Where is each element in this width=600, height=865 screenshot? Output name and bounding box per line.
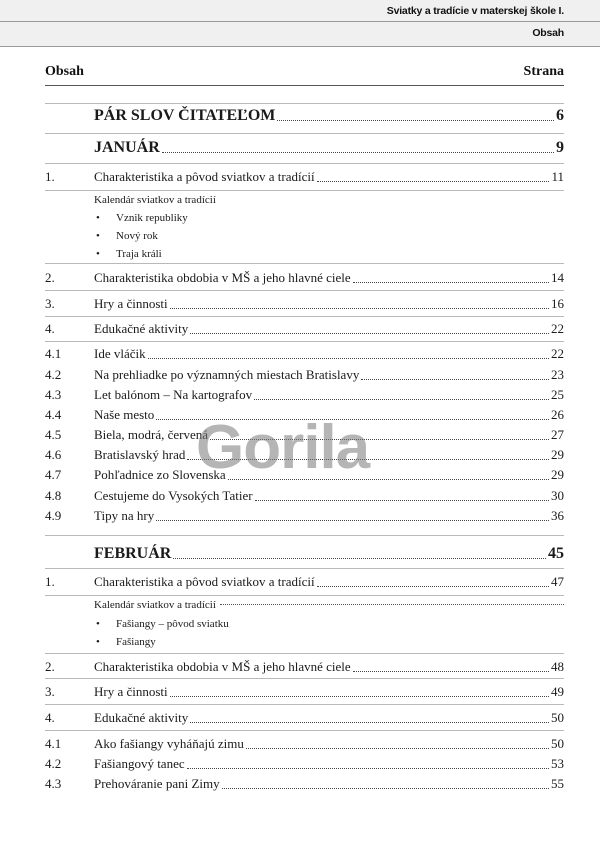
bullet-item: • Traja králi [96, 248, 162, 260]
entry-title: Pohľadnice zo Slovenska [94, 467, 226, 482]
toc-entry[interactable] [45, 367, 564, 383]
entry-page: 30 [551, 488, 564, 503]
toc-entry[interactable] [45, 407, 564, 423]
toc-entry[interactable] [45, 508, 564, 524]
entry-title: JANUÁR [94, 139, 160, 156]
entry-page: 47 [551, 574, 564, 589]
entry-title: Edukačné aktivity [94, 321, 189, 336]
entry-page: 36 [551, 508, 564, 523]
entry-number: 2. [45, 659, 55, 674]
entry-number: 4.2 [45, 367, 62, 382]
entry-title: Ako fašiangy vyháňajú zimu [94, 736, 244, 751]
section-divider [45, 704, 564, 705]
entry-number: 4.3 [45, 387, 62, 402]
entry-title: Biela, modrá, červená [94, 427, 209, 442]
toc-entry[interactable] [45, 776, 564, 792]
entry-number: 3. [45, 296, 55, 311]
section-divider [45, 678, 564, 679]
entry-page: 49 [551, 684, 564, 699]
book-title: Sviatky a tradície v materskej škole I. [386, 5, 564, 17]
toc-entry[interactable] [45, 387, 564, 403]
toc-entry[interactable] [45, 321, 564, 337]
entry-title: Tipy na hry [94, 508, 155, 523]
toc-entry[interactable] [45, 756, 564, 772]
entry-page: 50 [551, 710, 564, 725]
entry-title: Prehováranie pani Zimy [94, 776, 220, 791]
section-divider [45, 568, 564, 569]
entry-title: PÁR SLOV ČITATEĽOM [94, 107, 276, 124]
toc-entry[interactable] [45, 546, 564, 562]
toc-entry[interactable] [45, 659, 564, 675]
entry-title: Ide vláčik [94, 346, 146, 361]
toc-entry[interactable] [45, 296, 564, 312]
toc-entry[interactable] [45, 140, 564, 156]
entry-number: 4. [45, 321, 55, 336]
entry-page: 22 [551, 321, 564, 336]
entry-title: Naše mesto [94, 407, 155, 422]
entry-title: Bratislavský hrad [94, 447, 186, 462]
toc-entry[interactable] [45, 710, 564, 726]
toc-heading-rule [45, 85, 564, 86]
entry-number: 4.4 [45, 407, 62, 422]
entry-title: Charakteristika a pôvod sviatkov a tradícií [94, 574, 315, 589]
section-divider [45, 653, 564, 654]
toc-entry[interactable] [45, 427, 564, 443]
entry-number: 4.6 [45, 447, 62, 462]
bullet-item: • Vznik republiky [96, 212, 188, 224]
entry-number: 4.2 [45, 756, 62, 771]
section-divider [45, 595, 564, 596]
section-divider [45, 316, 564, 317]
entry-page: 55 [551, 776, 564, 791]
section-divider [45, 103, 564, 104]
entry-page: 23 [551, 367, 564, 382]
toc-entry[interactable] [45, 574, 564, 590]
toc-entry[interactable] [45, 736, 564, 752]
entry-page: 26 [551, 407, 564, 422]
section-divider [45, 290, 564, 291]
toc-page-heading: Strana [523, 64, 564, 79]
entry-page: 25 [551, 387, 564, 402]
entry-number: 4.1 [45, 346, 62, 361]
entry-page: 29 [551, 467, 564, 482]
entry-page: 29 [551, 447, 564, 462]
entry-page: 50 [551, 736, 564, 751]
bullet-item: • Fašiangy [96, 636, 156, 648]
entry-page: 22 [551, 346, 564, 361]
calendar-label: Kalendár sviatkov a tradícií [94, 194, 216, 206]
header-rule-bottom [0, 22, 600, 47]
section-divider [45, 730, 564, 731]
entry-title: Hry a činnosti [94, 684, 168, 699]
entry-title: Cestujeme do Vysokých Tatier [94, 488, 253, 503]
entry-page: 27 [551, 427, 564, 442]
toc-entry[interactable] [45, 467, 564, 483]
entry-title: Na prehliadke po významných miestach Bratislavy [94, 367, 360, 382]
entry-page: 16 [551, 296, 564, 311]
entry-page: 11 [551, 169, 564, 184]
section-label: Obsah [532, 27, 564, 39]
entry-number: 4. [45, 710, 55, 725]
section-divider [45, 535, 564, 536]
bullet-item: • Fašiangy – pôvod sviatku [96, 618, 229, 630]
entry-number: 2. [45, 270, 55, 285]
section-divider [45, 163, 564, 164]
toc-entry[interactable] [45, 447, 564, 463]
entry-number: 1. [45, 169, 55, 184]
entry-number: 1. [45, 574, 55, 589]
bullet-item: • Nový rok [96, 230, 158, 242]
entry-number: 4.3 [45, 776, 62, 791]
entry-page: 45 [548, 545, 564, 562]
entry-title: Hry a činnosti [94, 296, 168, 311]
section-divider [45, 263, 564, 264]
toc-heading: Obsah [45, 64, 84, 79]
calendar-label: Kalendár sviatkov a tradícií [94, 598, 564, 612]
entry-title: Charakteristika obdobia v MŠ a jeho hlavné ciele [94, 270, 351, 285]
section-divider [45, 341, 564, 342]
entry-title: FEBRUÁR [94, 545, 172, 562]
entry-number: 4.1 [45, 736, 62, 751]
section-divider [45, 133, 564, 134]
toc-entry[interactable] [45, 684, 564, 700]
entry-page: 48 [551, 659, 564, 674]
entry-page: 14 [551, 270, 564, 285]
entry-number: 4.9 [45, 508, 62, 523]
entry-title: Charakteristika a pôvod sviatkov a tradícií [94, 169, 315, 184]
entry-title: Charakteristika obdobia v MŠ a jeho hlavné ciele [94, 659, 351, 674]
toc-entry[interactable] [45, 108, 564, 124]
entry-number: 4.8 [45, 488, 62, 503]
section-divider [45, 190, 564, 191]
toc-entry[interactable] [45, 270, 564, 286]
entry-page: 6 [556, 107, 564, 124]
toc-entry[interactable] [45, 346, 564, 362]
entry-page: 53 [551, 756, 564, 771]
entry-number: 3. [45, 684, 55, 699]
entry-number: 4.5 [45, 427, 62, 442]
toc-entry[interactable] [45, 488, 564, 504]
toc-entry[interactable] [45, 169, 564, 185]
entry-page: 9 [556, 139, 564, 156]
watermark-logo: Gorila [196, 413, 370, 482]
entry-title: Edukačné aktivity [94, 710, 189, 725]
entry-title: Fašiangový tanec [94, 756, 185, 771]
entry-number: 4.7 [45, 467, 62, 482]
entry-title: Let balónom – Na kartografov [94, 387, 253, 402]
